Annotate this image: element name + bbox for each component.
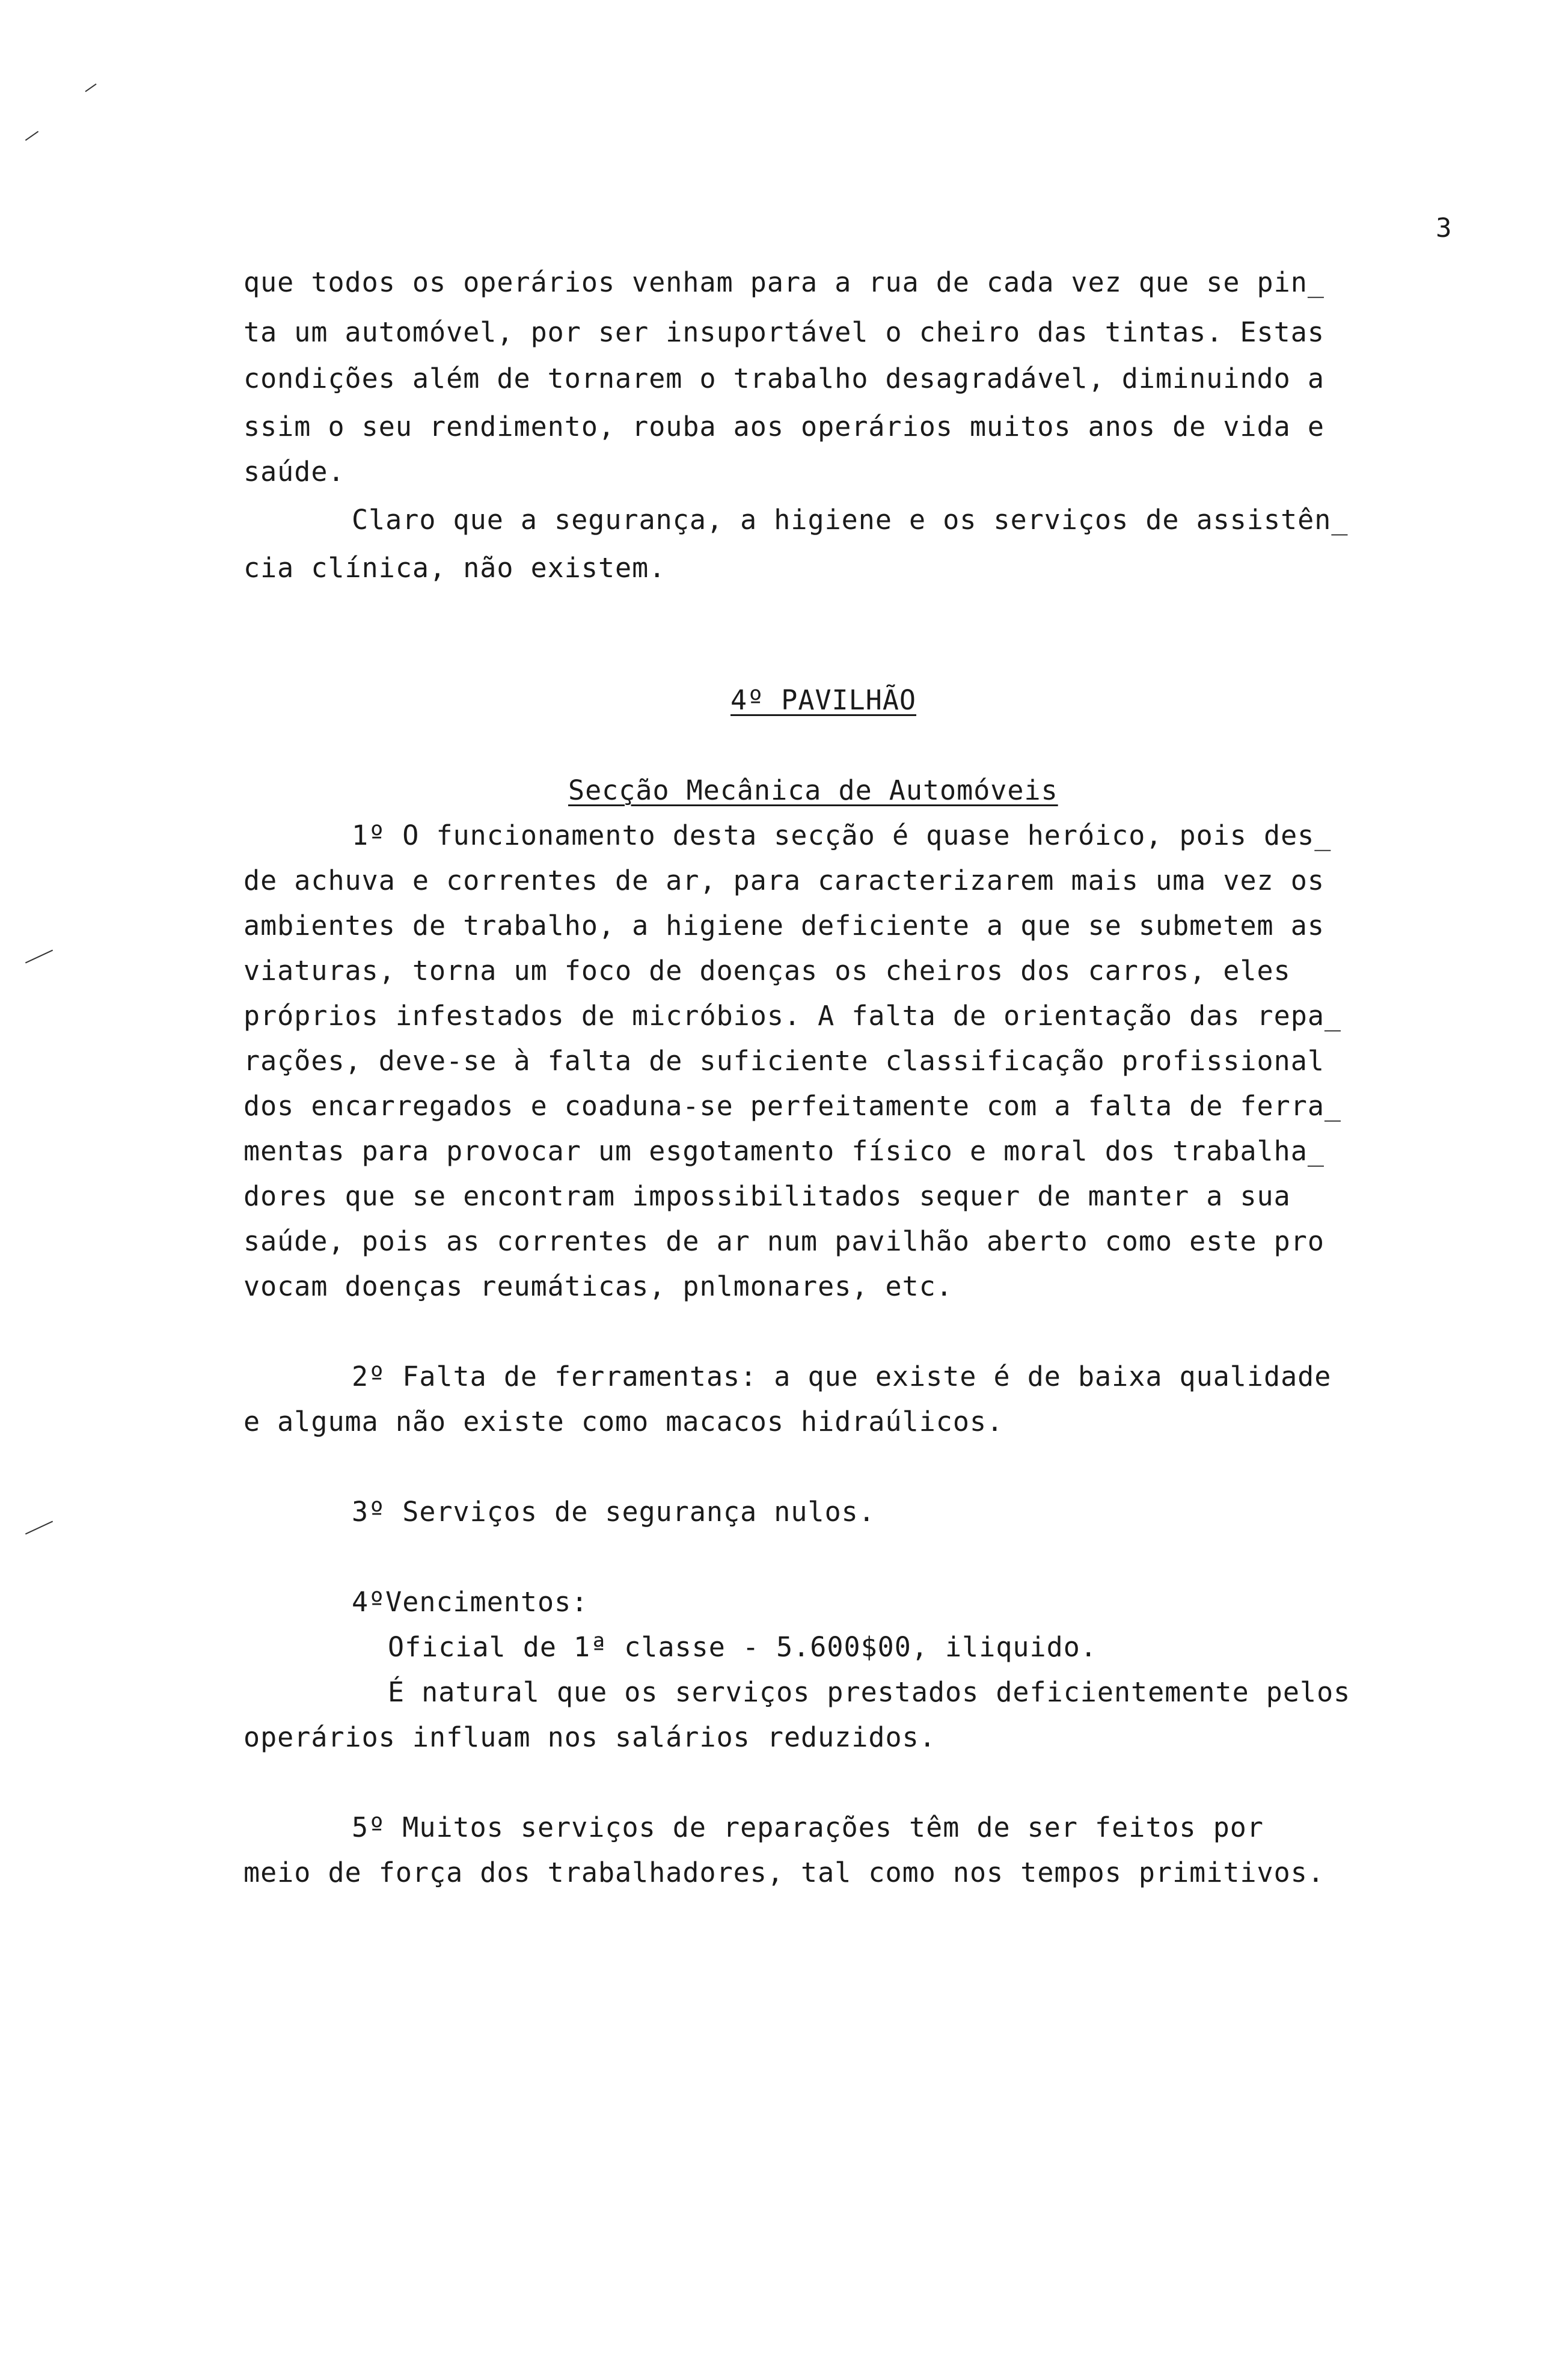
- section-subtitle: Secção Mecânica de Automóveis: [568, 774, 1058, 806]
- text-line: 2º Falta de ferramentas: a que existe é de baixa qualidade: [352, 1361, 1332, 1392]
- text-line: rações, deve-se à falta de suficiente classificação profissional: [243, 1045, 1325, 1077]
- scan-mark: [25, 1521, 53, 1535]
- text-line: 4ºVencimentos:: [352, 1586, 589, 1618]
- text-line: vocam doenças reumáticas, pnlmonares, etc.: [243, 1270, 953, 1302]
- text-line: 3º Serviços de segurança nulos.: [352, 1496, 875, 1528]
- scan-mark: [85, 84, 96, 92]
- text-line: ta um automóvel, por ser insuportável o cheiro das tintas. Estas: [243, 316, 1325, 348]
- text-line: Claro que a segurança, a higiene e os serviços de assistên_: [352, 504, 1349, 536]
- text-line: cia clínica, não existem.: [243, 552, 666, 584]
- text-line: mentas para provocar um esgotamento físico e moral dos trabalha_: [243, 1135, 1325, 1167]
- text-line: saúde, pois as correntes de ar num pavilhão aberto como este pro: [243, 1225, 1325, 1257]
- text-line: ambientes de trabalho, a higiene deficiente a que se submetem as: [243, 910, 1325, 942]
- text-line: É natural que os serviços prestados deficientemente pelos: [388, 1676, 1351, 1708]
- text-line: meio de força dos trabalhadores, tal como nos tempos primitivos.: [243, 1857, 1325, 1888]
- text-line: condições além de tornarem o trabalho desagradável, diminuindo a: [243, 363, 1325, 394]
- text-line: viaturas, torna um foco de doenças os cheiros dos carros, eles: [243, 955, 1291, 987]
- section-title: 4º PAVILHÃO: [730, 684, 917, 716]
- text-line: operários influam nos salários reduzidos.: [243, 1721, 936, 1753]
- text-line: dores que se encontram impossibilitados sequer de manter a sua: [243, 1180, 1291, 1212]
- text-line: próprios infestados de micróbios. A falta de orientação das repa_: [243, 1000, 1341, 1032]
- text-line: que todos os operários venham para a rua de cada vez que se pin_: [243, 266, 1325, 298]
- text-line: e alguma não existe como macacos hidraúlicos.: [243, 1406, 1004, 1438]
- scan-mark: [25, 131, 38, 141]
- text-line: 1º O funcionamento desta secção é quase heróico, pois des_: [352, 819, 1332, 851]
- text-line: 5º Muitos serviços de reparações têm de ser feitos por: [352, 1811, 1264, 1843]
- text-line: dos encarregados e coaduna-se perfeitamente com a falta de ferra_: [243, 1090, 1341, 1122]
- scan-mark: [25, 950, 53, 964]
- text-line: de achuva e correntes de ar, para caracterizarem mais uma vez os: [243, 865, 1325, 896]
- text-line: ssim o seu rendimento, rouba aos operários muitos anos de vida e: [243, 411, 1325, 442]
- text-line: saúde.: [243, 456, 345, 488]
- page-number: 3: [1436, 213, 1453, 243]
- text-line: Oficial de 1ª classe - 5.600$00, iliquido.: [388, 1631, 1097, 1663]
